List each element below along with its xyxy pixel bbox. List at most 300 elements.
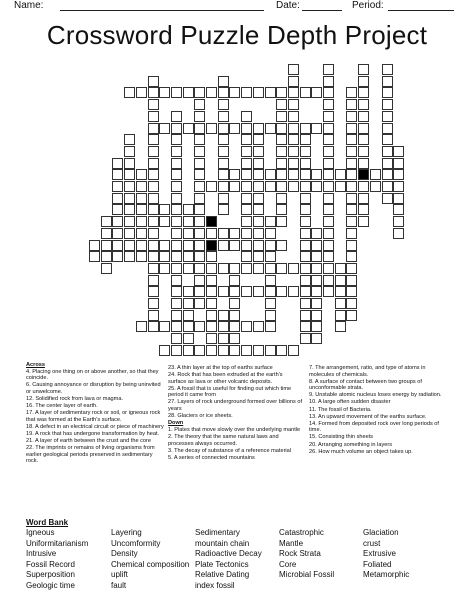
crossword-cell[interactable]	[171, 275, 182, 286]
crossword-cell[interactable]	[300, 310, 311, 321]
crossword-cell[interactable]	[335, 181, 346, 192]
crossword-cell[interactable]	[206, 123, 217, 134]
crossword-cell[interactable]	[300, 134, 311, 145]
crossword-cell[interactable]	[300, 204, 311, 215]
crossword-cell[interactable]	[206, 275, 217, 286]
crossword-cell[interactable]	[171, 204, 182, 215]
crossword-cell[interactable]	[382, 64, 393, 75]
crossword-cell[interactable]	[253, 193, 264, 204]
crossword-cell[interactable]	[206, 181, 217, 192]
crossword-cell[interactable]	[194, 240, 205, 251]
crossword-cell[interactable]	[159, 345, 170, 356]
crossword-cell[interactable]	[253, 87, 264, 98]
crossword-cell[interactable]	[265, 251, 276, 262]
crossword-cell[interactable]	[276, 263, 287, 274]
crossword-cell[interactable]	[124, 87, 135, 98]
crossword-cell[interactable]	[194, 298, 205, 309]
crossword-cell[interactable]	[194, 286, 205, 297]
crossword-cell[interactable]	[229, 345, 240, 356]
crossword-cell[interactable]	[346, 158, 357, 169]
crossword-cell[interactable]	[229, 321, 240, 332]
crossword-cell[interactable]	[241, 228, 252, 239]
crossword-cell[interactable]	[323, 134, 334, 145]
crossword-cell[interactable]	[323, 123, 334, 134]
crossword-cell[interactable]	[311, 251, 322, 262]
crossword-cell[interactable]	[194, 169, 205, 180]
crossword-cell[interactable]	[101, 228, 112, 239]
crossword-cell[interactable]	[194, 111, 205, 122]
crossword-cell[interactable]	[265, 345, 276, 356]
crossword-cell[interactable]	[136, 251, 147, 262]
crossword-cell[interactable]	[300, 275, 311, 286]
crossword-cell[interactable]	[171, 193, 182, 204]
date-field[interactable]	[302, 10, 342, 11]
crossword-cell[interactable]	[393, 228, 404, 239]
crossword-cell[interactable]	[265, 310, 276, 321]
crossword-cell[interactable]	[358, 158, 369, 169]
crossword-cell[interactable]	[171, 134, 182, 145]
crossword-cell[interactable]	[124, 251, 135, 262]
crossword-cell[interactable]	[393, 193, 404, 204]
crossword-cell[interactable]	[346, 310, 357, 321]
crossword-cell[interactable]	[323, 240, 334, 251]
crossword-cell[interactable]	[112, 204, 123, 215]
crossword-cell[interactable]	[206, 321, 217, 332]
crossword-cell[interactable]	[218, 158, 229, 169]
crossword-cell[interactable]	[229, 87, 240, 98]
crossword-cell[interactable]	[218, 169, 229, 180]
crossword-cell[interactable]	[335, 169, 346, 180]
crossword-cell[interactable]	[218, 181, 229, 192]
crossword-cell[interactable]	[159, 263, 170, 274]
crossword-cell[interactable]	[183, 87, 194, 98]
crossword-cell[interactable]	[229, 310, 240, 321]
crossword-cell[interactable]	[346, 146, 357, 157]
crossword-cell[interactable]	[148, 263, 159, 274]
crossword-cell[interactable]	[276, 123, 287, 134]
crossword-cell[interactable]	[148, 134, 159, 145]
crossword-cell[interactable]	[358, 216, 369, 227]
crossword-cell[interactable]	[253, 286, 264, 297]
name-field[interactable]	[60, 10, 264, 11]
crossword-cell[interactable]	[148, 216, 159, 227]
crossword-cell[interactable]	[323, 64, 334, 75]
crossword-cell[interactable]	[311, 87, 322, 98]
crossword-cell[interactable]	[276, 240, 287, 251]
crossword-cell[interactable]	[265, 263, 276, 274]
crossword-cell[interactable]	[241, 169, 252, 180]
crossword-cell[interactable]	[194, 228, 205, 239]
crossword-cell[interactable]	[276, 87, 287, 98]
crossword-cell[interactable]	[276, 111, 287, 122]
crossword-cell[interactable]	[358, 146, 369, 157]
crossword-cell[interactable]	[171, 146, 182, 157]
crossword-cell[interactable]	[276, 99, 287, 110]
crossword-cell[interactable]	[276, 181, 287, 192]
crossword-cell[interactable]	[171, 333, 182, 344]
crossword-cell[interactable]	[218, 123, 229, 134]
crossword-cell[interactable]	[136, 193, 147, 204]
crossword-cell[interactable]	[253, 251, 264, 262]
crossword-cell[interactable]	[382, 76, 393, 87]
crossword-cell[interactable]	[148, 204, 159, 215]
crossword-cell[interactable]	[346, 87, 357, 98]
crossword-cell[interactable]	[300, 240, 311, 251]
crossword-cell[interactable]	[194, 123, 205, 134]
crossword-cell[interactable]	[148, 310, 159, 321]
crossword-cell[interactable]	[288, 169, 299, 180]
crossword-cell[interactable]	[253, 158, 264, 169]
crossword-cell[interactable]	[112, 240, 123, 251]
crossword-cell[interactable]	[382, 123, 393, 134]
crossword-cell[interactable]	[241, 158, 252, 169]
crossword-cell[interactable]	[323, 87, 334, 98]
crossword-cell[interactable]	[136, 204, 147, 215]
crossword-cell[interactable]	[382, 87, 393, 98]
crossword-cell[interactable]	[358, 181, 369, 192]
crossword-cell[interactable]	[358, 64, 369, 75]
crossword-cell[interactable]	[288, 99, 299, 110]
crossword-cell[interactable]	[183, 123, 194, 134]
crossword-cell[interactable]	[253, 240, 264, 251]
crossword-cell[interactable]	[218, 333, 229, 344]
crossword-cell[interactable]	[288, 111, 299, 122]
crossword-cell[interactable]	[206, 286, 217, 297]
crossword-cell[interactable]	[311, 310, 322, 321]
crossword-cell[interactable]	[241, 240, 252, 251]
crossword-cell[interactable]	[124, 181, 135, 192]
crossword-cell[interactable]	[346, 286, 357, 297]
crossword-cell[interactable]	[171, 228, 182, 239]
crossword-cell[interactable]	[148, 321, 159, 332]
crossword-cell[interactable]	[288, 158, 299, 169]
crossword-cell[interactable]	[288, 64, 299, 75]
crossword-cell[interactable]	[218, 87, 229, 98]
crossword-cell[interactable]	[218, 286, 229, 297]
crossword-cell[interactable]	[183, 298, 194, 309]
crossword-cell[interactable]	[206, 345, 217, 356]
crossword-cell[interactable]	[171, 240, 182, 251]
crossword-cell[interactable]	[241, 321, 252, 332]
crossword-cell[interactable]	[148, 286, 159, 297]
crossword-cell[interactable]	[393, 158, 404, 169]
crossword-cell[interactable]	[101, 240, 112, 251]
crossword-cell[interactable]	[159, 251, 170, 262]
crossword-cell[interactable]	[382, 169, 393, 180]
crossword-cell[interactable]	[265, 169, 276, 180]
crossword-cell[interactable]	[288, 123, 299, 134]
crossword-cell[interactable]	[229, 169, 240, 180]
crossword-cell[interactable]	[253, 169, 264, 180]
crossword-cell[interactable]	[346, 193, 357, 204]
crossword-cell[interactable]	[218, 134, 229, 145]
crossword-cell[interactable]	[311, 263, 322, 274]
crossword-cell[interactable]	[218, 111, 229, 122]
crossword-cell[interactable]	[253, 228, 264, 239]
crossword-cell[interactable]	[288, 345, 299, 356]
crossword-cell[interactable]	[183, 310, 194, 321]
crossword-cell[interactable]	[218, 240, 229, 251]
crossword-cell[interactable]	[159, 321, 170, 332]
crossword-cell[interactable]	[323, 158, 334, 169]
crossword-cell[interactable]	[241, 286, 252, 297]
crossword-cell[interactable]	[159, 87, 170, 98]
crossword-cell[interactable]	[323, 263, 334, 274]
crossword-cell[interactable]	[300, 87, 311, 98]
crossword-cell[interactable]	[124, 193, 135, 204]
crossword-cell[interactable]	[206, 263, 217, 274]
crossword-cell[interactable]	[288, 181, 299, 192]
crossword-cell[interactable]	[323, 251, 334, 262]
crossword-cell[interactable]	[171, 123, 182, 134]
crossword-cell[interactable]	[229, 333, 240, 344]
crossword-cell[interactable]	[171, 286, 182, 297]
crossword-cell[interactable]	[206, 298, 217, 309]
crossword-cell[interactable]	[229, 228, 240, 239]
crossword-cell[interactable]	[265, 298, 276, 309]
crossword-cell[interactable]	[206, 333, 217, 344]
crossword-cell[interactable]	[148, 181, 159, 192]
crossword-cell[interactable]	[159, 240, 170, 251]
crossword-cell[interactable]	[241, 251, 252, 262]
crossword-cell[interactable]	[218, 228, 229, 239]
crossword-cell[interactable]	[265, 87, 276, 98]
crossword-cell[interactable]	[311, 181, 322, 192]
crossword-cell[interactable]	[171, 216, 182, 227]
crossword-cell[interactable]	[148, 275, 159, 286]
crossword-cell[interactable]	[300, 228, 311, 239]
crossword-cell[interactable]	[300, 193, 311, 204]
crossword-cell[interactable]	[358, 204, 369, 215]
crossword-cell[interactable]	[346, 228, 357, 239]
crossword-cell[interactable]	[335, 310, 346, 321]
crossword-cell[interactable]	[311, 286, 322, 297]
period-field[interactable]	[388, 10, 454, 11]
crossword-cell[interactable]	[159, 216, 170, 227]
crossword-cell[interactable]	[183, 228, 194, 239]
crossword-cell[interactable]	[148, 298, 159, 309]
crossword-cell[interactable]	[323, 216, 334, 227]
crossword-cell[interactable]	[159, 123, 170, 134]
crossword-cell[interactable]	[311, 228, 322, 239]
crossword-cell[interactable]	[112, 193, 123, 204]
crossword-cell[interactable]	[171, 251, 182, 262]
crossword-cell[interactable]	[335, 298, 346, 309]
crossword-cell[interactable]	[276, 216, 287, 227]
crossword-cell[interactable]	[171, 111, 182, 122]
crossword-cell[interactable]	[112, 228, 123, 239]
crossword-cell[interactable]	[346, 99, 357, 110]
crossword-cell[interactable]	[323, 181, 334, 192]
crossword-cell[interactable]	[346, 263, 357, 274]
crossword-cell[interactable]	[148, 111, 159, 122]
crossword-cell[interactable]	[335, 263, 346, 274]
crossword-cell[interactable]	[183, 333, 194, 344]
crossword-cell[interactable]	[124, 228, 135, 239]
crossword-cell[interactable]	[288, 87, 299, 98]
crossword-cell[interactable]	[171, 87, 182, 98]
crossword-cell[interactable]	[124, 146, 135, 157]
crossword-cell[interactable]	[136, 240, 147, 251]
crossword-cell[interactable]	[358, 134, 369, 145]
crossword-cell[interactable]	[300, 216, 311, 227]
crossword-cell[interactable]	[136, 321, 147, 332]
crossword-cell[interactable]	[101, 216, 112, 227]
crossword-cell[interactable]	[358, 87, 369, 98]
crossword-cell[interactable]	[194, 216, 205, 227]
crossword-cell[interactable]	[288, 76, 299, 87]
crossword-cell[interactable]	[148, 146, 159, 157]
crossword-cell[interactable]	[206, 251, 217, 262]
crossword-cell[interactable]	[323, 146, 334, 157]
crossword-cell[interactable]	[382, 134, 393, 145]
crossword-cell[interactable]	[382, 99, 393, 110]
crossword-cell[interactable]	[276, 193, 287, 204]
crossword-cell[interactable]	[124, 158, 135, 169]
crossword-cell[interactable]	[382, 146, 393, 157]
crossword-cell[interactable]	[276, 345, 287, 356]
crossword-cell[interactable]	[218, 99, 229, 110]
crossword-cell[interactable]	[265, 286, 276, 297]
crossword-cell[interactable]	[265, 123, 276, 134]
crossword-cell[interactable]	[124, 204, 135, 215]
crossword-cell[interactable]	[323, 193, 334, 204]
crossword-cell[interactable]	[112, 181, 123, 192]
crossword-cell[interactable]	[253, 123, 264, 134]
crossword-cell[interactable]	[171, 321, 182, 332]
crossword-cell[interactable]	[346, 204, 357, 215]
crossword-cell[interactable]	[311, 240, 322, 251]
crossword-cell[interactable]	[218, 310, 229, 321]
crossword-cell[interactable]	[148, 87, 159, 98]
crossword-cell[interactable]	[241, 204, 252, 215]
crossword-cell[interactable]	[148, 123, 159, 134]
crossword-cell[interactable]	[300, 251, 311, 262]
crossword-cell[interactable]	[183, 204, 194, 215]
crossword-cell[interactable]	[253, 204, 264, 215]
crossword-cell[interactable]	[229, 123, 240, 134]
crossword-cell[interactable]	[171, 263, 182, 274]
crossword-cell[interactable]	[101, 263, 112, 274]
crossword-cell[interactable]	[323, 228, 334, 239]
crossword-cell[interactable]	[148, 251, 159, 262]
crossword-cell[interactable]	[183, 321, 194, 332]
crossword-cell[interactable]	[358, 76, 369, 87]
crossword-cell[interactable]	[265, 181, 276, 192]
crossword-cell[interactable]	[276, 146, 287, 157]
crossword-cell[interactable]	[89, 251, 100, 262]
crossword-cell[interactable]	[288, 263, 299, 274]
crossword-cell[interactable]	[241, 193, 252, 204]
crossword-cell[interactable]	[323, 275, 334, 286]
crossword-cell[interactable]	[370, 181, 381, 192]
crossword-cell[interactable]	[183, 263, 194, 274]
crossword-cell[interactable]	[136, 228, 147, 239]
crossword-cell[interactable]	[358, 123, 369, 134]
crossword-cell[interactable]	[311, 169, 322, 180]
crossword-cell[interactable]	[288, 134, 299, 145]
crossword-cell[interactable]	[253, 263, 264, 274]
crossword-cell[interactable]	[241, 146, 252, 157]
crossword-cell[interactable]	[241, 216, 252, 227]
crossword-cell[interactable]	[112, 216, 123, 227]
crossword-cell[interactable]	[218, 204, 229, 215]
crossword-cell[interactable]	[229, 275, 240, 286]
crossword-cell[interactable]	[382, 158, 393, 169]
crossword-cell[interactable]	[300, 169, 311, 180]
crossword-cell[interactable]	[124, 240, 135, 251]
crossword-cell[interactable]	[194, 158, 205, 169]
crossword-cell[interactable]	[218, 193, 229, 204]
crossword-cell[interactable]	[101, 251, 112, 262]
crossword-cell[interactable]	[194, 263, 205, 274]
crossword-cell[interactable]	[276, 158, 287, 169]
crossword-cell[interactable]	[136, 216, 147, 227]
crossword-cell[interactable]	[300, 158, 311, 169]
crossword-cell[interactable]	[206, 87, 217, 98]
crossword-cell[interactable]	[300, 286, 311, 297]
crossword-cell[interactable]	[148, 169, 159, 180]
crossword-cell[interactable]	[148, 228, 159, 239]
crossword-cell[interactable]	[346, 275, 357, 286]
crossword-cell[interactable]	[323, 204, 334, 215]
crossword-cell[interactable]	[253, 146, 264, 157]
crossword-cell[interactable]	[194, 345, 205, 356]
crossword-cell[interactable]	[323, 169, 334, 180]
crossword-cell[interactable]	[323, 99, 334, 110]
crossword-cell[interactable]	[171, 181, 182, 192]
crossword-cell[interactable]	[382, 181, 393, 192]
crossword-cell[interactable]	[393, 204, 404, 215]
crossword-cell[interactable]	[346, 134, 357, 145]
crossword-cell[interactable]	[229, 181, 240, 192]
crossword-cell[interactable]	[370, 169, 381, 180]
crossword-cell[interactable]	[171, 345, 182, 356]
crossword-cell[interactable]	[382, 111, 393, 122]
crossword-cell[interactable]	[159, 204, 170, 215]
crossword-cell[interactable]	[346, 123, 357, 134]
crossword-cell[interactable]	[276, 134, 287, 145]
crossword-cell[interactable]	[229, 263, 240, 274]
crossword-cell[interactable]	[253, 181, 264, 192]
crossword-cell[interactable]	[346, 240, 357, 251]
crossword-cell[interactable]	[393, 146, 404, 157]
crossword-cell[interactable]	[393, 181, 404, 192]
crossword-cell[interactable]	[112, 169, 123, 180]
crossword-cell[interactable]	[300, 298, 311, 309]
crossword-cell[interactable]	[136, 181, 147, 192]
crossword-cell[interactable]	[393, 169, 404, 180]
crossword-cell[interactable]	[194, 146, 205, 157]
crossword-cell[interactable]	[276, 286, 287, 297]
crossword-cell[interactable]	[358, 193, 369, 204]
crossword-cell[interactable]	[276, 204, 287, 215]
crossword-cell[interactable]	[253, 216, 264, 227]
crossword-cell[interactable]	[194, 275, 205, 286]
crossword-cell[interactable]	[311, 275, 322, 286]
crossword-cell[interactable]	[241, 263, 252, 274]
crossword-cell[interactable]	[241, 87, 252, 98]
crossword-cell[interactable]	[253, 345, 264, 356]
crossword-cell[interactable]	[218, 76, 229, 87]
crossword-cell[interactable]	[218, 345, 229, 356]
crossword-cell[interactable]	[346, 251, 357, 262]
crossword-cell[interactable]	[265, 275, 276, 286]
crossword-cell[interactable]	[194, 193, 205, 204]
crossword-cell[interactable]	[194, 181, 205, 192]
crossword-cell[interactable]	[253, 321, 264, 332]
crossword-cell[interactable]	[194, 321, 205, 332]
